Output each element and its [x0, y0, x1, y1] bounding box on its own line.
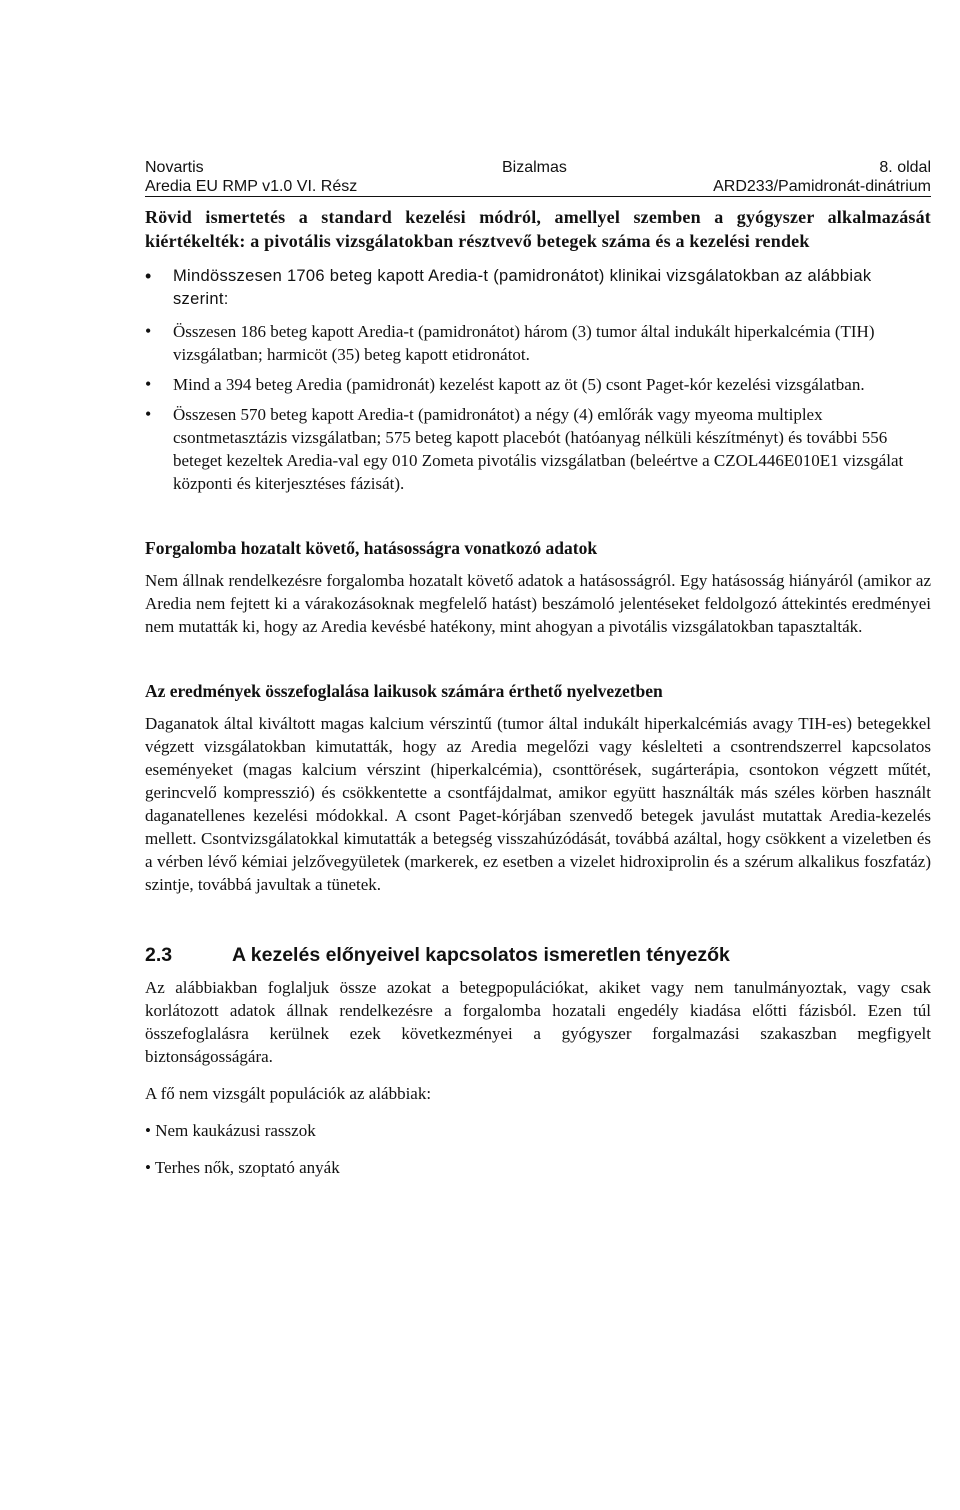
header-classification: Bizalmas: [502, 159, 567, 176]
page-header: [145, 158, 931, 196]
population-list-intro: A fő nem vizsgált populációk az alábbiak:: [145, 1084, 432, 1103]
header-rule: [145, 196, 931, 197]
section-number: 2.3: [145, 944, 173, 966]
section-body-postmarketing: Nem állnak rendelkezésre forgalomba hozatalt követő adatok a hatásosságról. Egy hatásosság hiányáról (amikor az Aredia nem fejtett ki a várakozásoknak megfelelő hatást) beszámoló jelentéseket feldolgozó áttekintés eredményei nem mutatták ki, hogy az Aredia kevésbé hatékony, mint ahogyan a pivotális vizsgálatokban tapasztalták.: [145, 571, 931, 636]
header-document: Aredia EU RMP v1.0 VI. Rész: [145, 178, 358, 195]
header-product: ARD233/Pamidronát-dinátrium: [713, 178, 931, 195]
section-title-postmarketing: Forgalomba hozatalt követő, hatásosságra vonatkozó adatok: [145, 538, 598, 558]
summary-heading: Rövid ismertetés a standard kezelési módról, amellyel szemben a gyógyszer alkalmazását kiértékelték: a pivotális vizsgálatokban résztvevő betegek száma és a kezelési rendek: [145, 207, 931, 251]
list-item: • Terhes nők, szoptató anyák: [145, 1158, 340, 1177]
list-item: • Mind a 394 beteg Aredia (pamidronát) kezelést kapott az öt (5) csont Paget-kór kezelési vizsgálatban.: [145, 373, 931, 396]
section-title-lay-summary: Az eredmények összefoglalása laikusok számára érthető nyelvezetben: [145, 681, 663, 701]
header-company: Novartis: [145, 159, 204, 176]
section-body-lay-summary: Daganatok által kiváltott magas kalcium vérszintű (tumor által indukált hiperkalcémiás avagy TIH-es) betegekkel végzett vizsgálatokban kimutatták, hogy az Aredia megelőzi vagy késlelteti a csontrendszerrel kapcsolatos eseményeket (magas kalcium vérszint (hiperkalcémia), csonttörések, sugárterápia, csontokon végzett műtét, gerincvelő kompresszió) és csökkentette a csontfájdalmat, amikor együtt használták más széles körben használt daganatellenes kezelési módokkal. A csont Paget-kórjában szenvedő betegek javulást mutattak Aredia-kezelés mellett. Csontvizsgálatokkal kimutatták a betegség visszahúzódását, továbbá azáltal, hogy csökkent a vizeletben és a vérben lévő kémiai jelzővegyületek (markerek, ez esetben a vizelet hidroxiprolin és a szérum alkalikus foszfatáz) szintje, továbbá javultak a tünetek.: [145, 714, 931, 894]
document-page: [145, 158, 931, 1179]
list-item: • Nem kaukázusi rasszok: [145, 1121, 316, 1140]
header-page-number: 8. oldal: [879, 159, 931, 176]
list-item: • Összesen 186 beteg kapott Aredia-t (pamidronátot) három (3) tumor által indukált hiperkalcémia (TIH) vizsgálatban; harmicöt (35) beteg kapott etidronátot.: [145, 320, 931, 366]
section-body-unknowns: Az alábbiakban foglaljuk össze azokat a betegpopulációkat, akiket vagy nem tanulmányoztak, vagy csak korlátozott adatok állnak rendelkezésre a forgalomba hozatali engedély kiadása előtti fázisból. Ezen túl összefoglalásra kerülnek ezek következményei a gyógyszer forgalmazási szakaszban megfigyelt biztonságosságára.: [145, 978, 931, 1066]
patient-count-list: [145, 265, 931, 495]
list-item: • Mindösszesen 1706 beteg kapott Aredia-t (pamidronátot) klinikai vizsgálatokban az alábbiak szerint:: [145, 265, 931, 311]
section-heading-text: A kezelés előnyeivel kapcsolatos ismeretlen tényezők: [232, 944, 730, 966]
section-heading-2-3: [145, 942, 931, 968]
list-item: • Összesen 570 beteg kapott Aredia-t (pamidronátot) a négy (4) emlőrák vagy myeoma multiplex csontmetasztázis vizsgálatban; 575 beteg kapott placebót (hatóanyag nélküli készítményt) és további 556 beteget kezeltek Aredia-val egy 010 Zometa pivotális vizsgálatban (beleértve a CZOL446E010E1 vizsgálat központi és kiterjesztéses fázisát).: [145, 403, 931, 495]
